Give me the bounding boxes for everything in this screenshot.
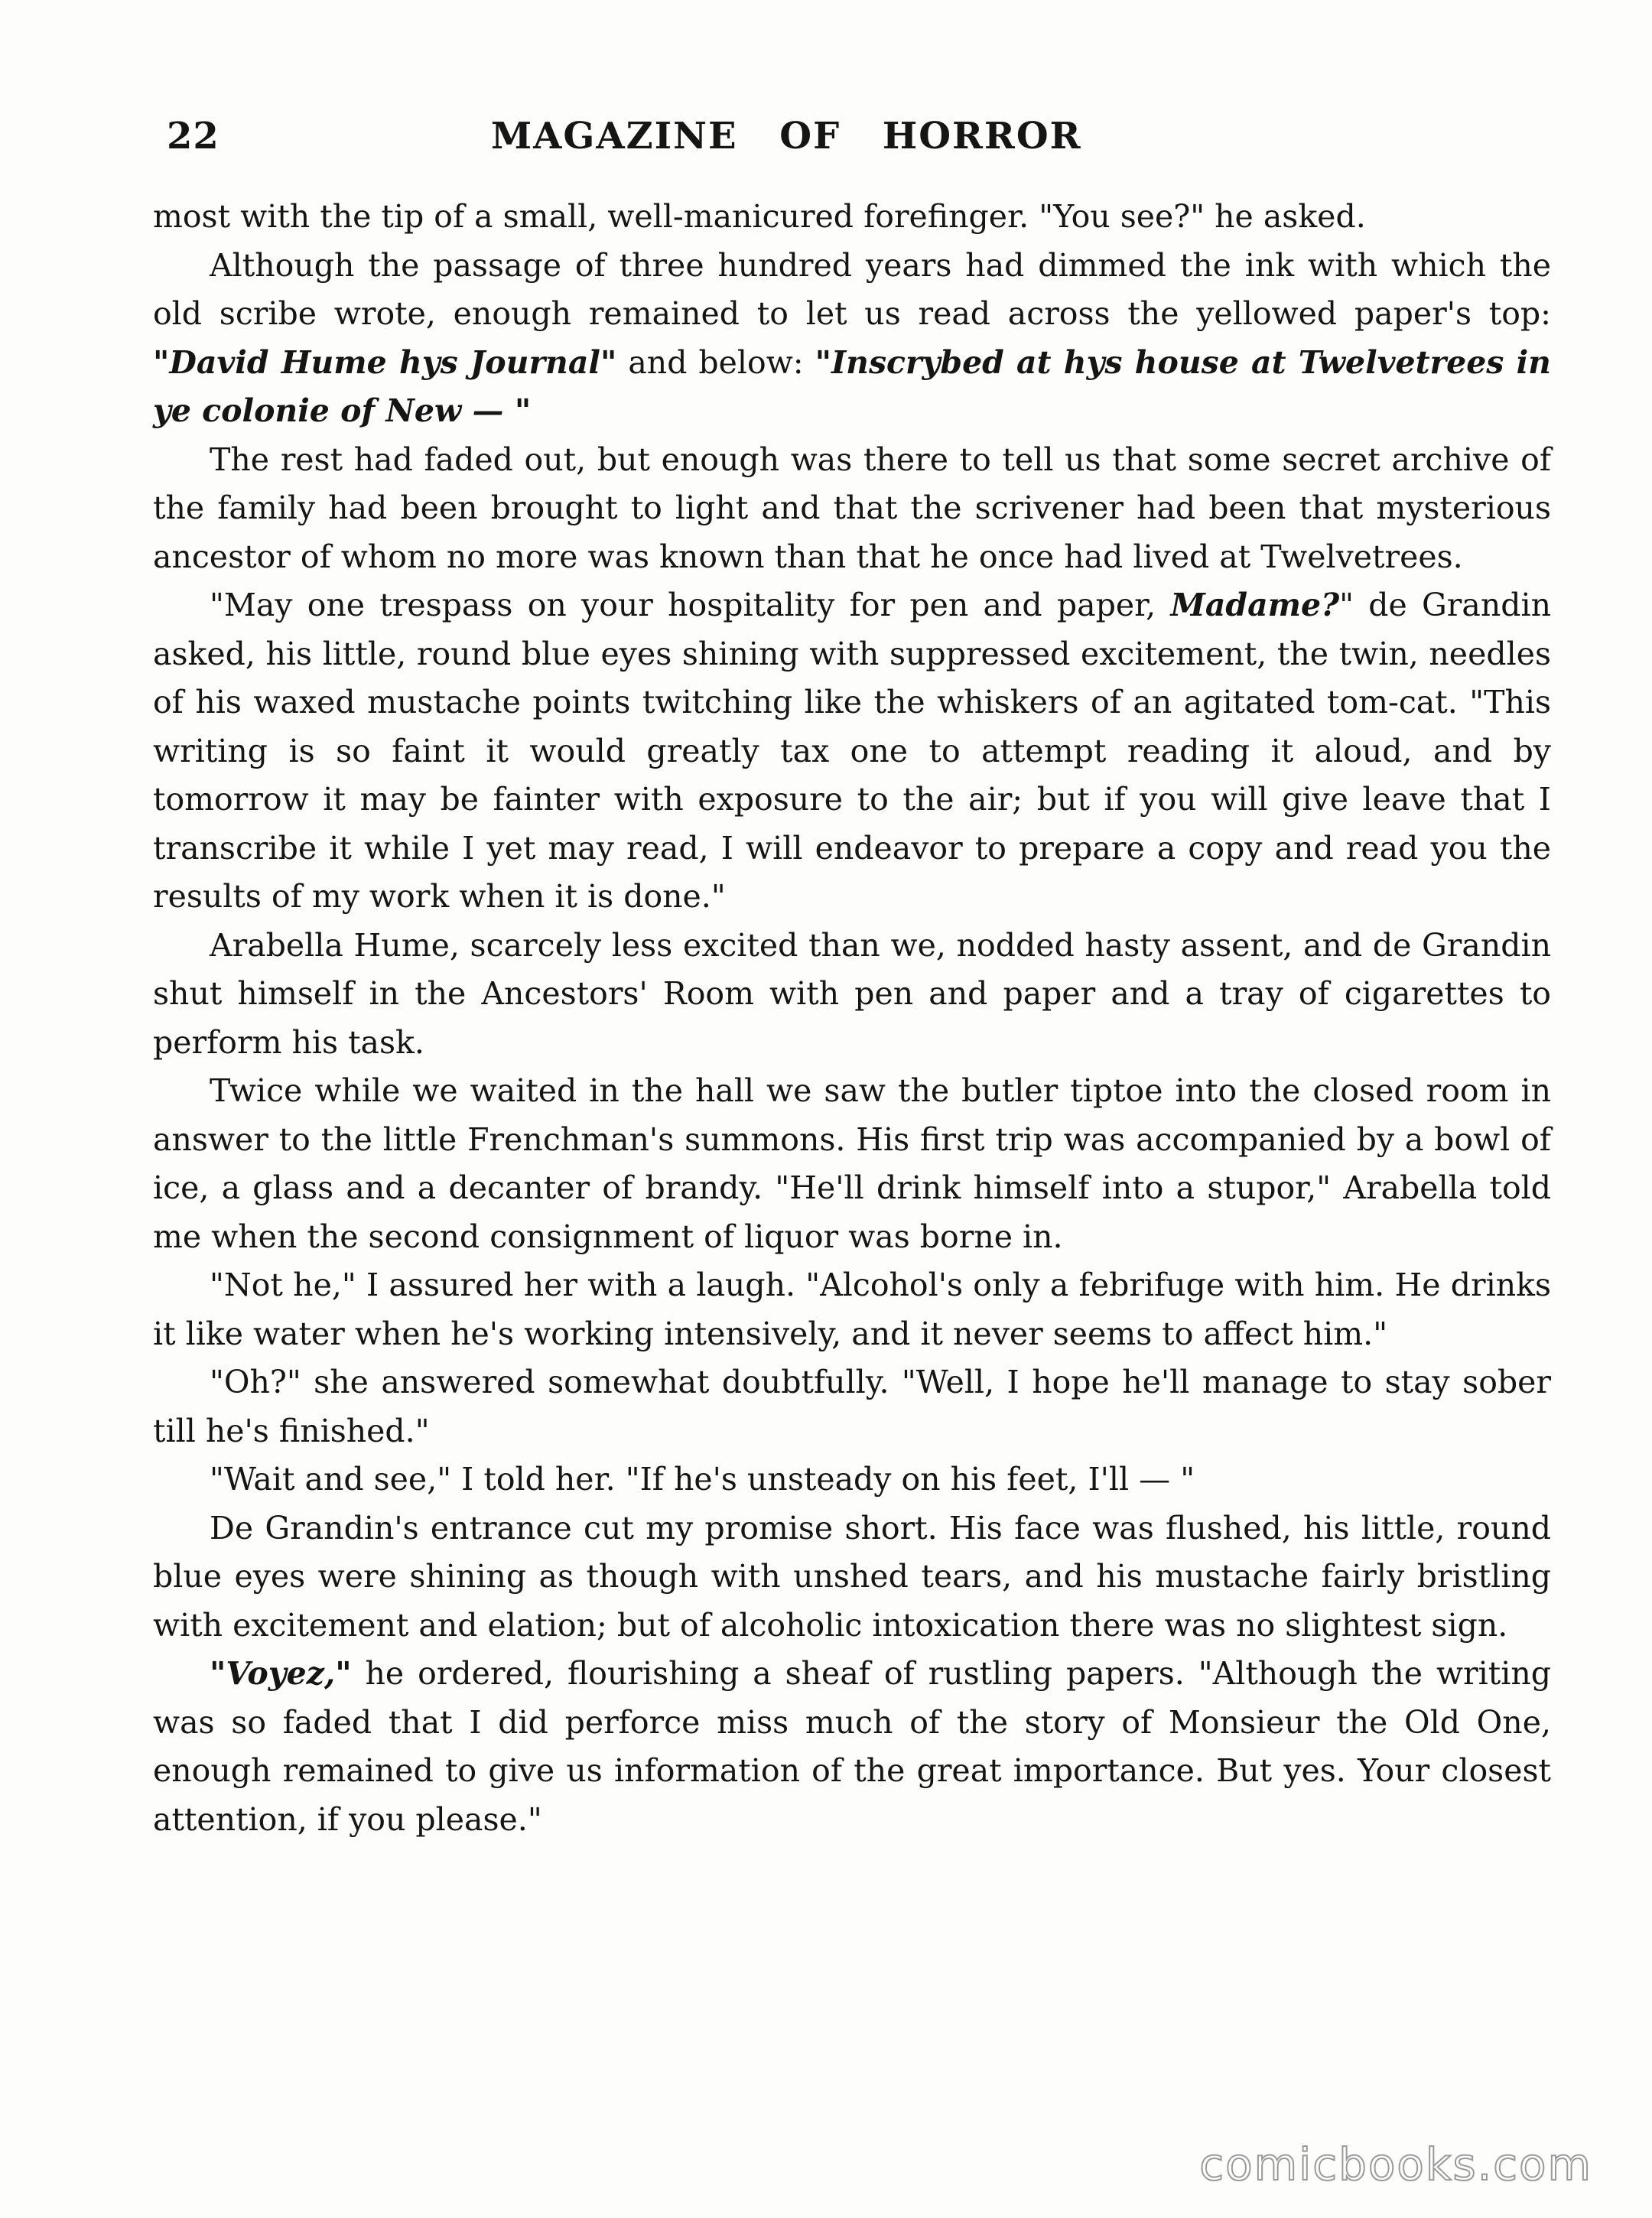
paragraph-text: most with the tip of a small, well-manicured forefinger. "You see?" he asked. bbox=[153, 198, 1366, 235]
paragraph bbox=[153, 242, 1551, 436]
story-text bbox=[153, 193, 1551, 1844]
journal-title: "David Hume hys Journal" bbox=[153, 343, 617, 381]
paragraph-text: Twice while we waited in the hall we saw the butler tiptoe into the closed room in answer to the little Frenchman's summons. His first trip was accompanied by a bowl of ice, a glass and a decanter of brandy. "He'll drink himself into a stupor," Arabella told me when the second consignment of liquor was borne in. bbox=[153, 1072, 1551, 1255]
paragraph-text: and below: bbox=[616, 343, 815, 381]
paragraph bbox=[153, 1650, 1551, 1844]
paragraph-text: The rest had faded out, but enough was there to tell us that some secret archive of the family had been brought to light and that the scrivener had been that mysterious ancestor of whom no more was known than that he once had lived at Twelvetrees. bbox=[153, 441, 1551, 575]
paragraph-text: he ordered, flourishing a sheaf of rustling papers. "Although the writing was so faded that I did perforce miss much of the story of Monsieur the Old One, enough remained to give us information of the great importance. But yes. Your closest attention, if you please." bbox=[153, 1655, 1551, 1838]
paragraph bbox=[153, 1067, 1551, 1261]
page-header bbox=[167, 115, 1543, 184]
paragraph bbox=[153, 1504, 1551, 1650]
paragraph bbox=[153, 581, 1551, 922]
italic-word: Madame? bbox=[1170, 587, 1340, 623]
running-head: MAGAZINE OF HORROR bbox=[491, 115, 1082, 158]
paragraph-text: "Not he," I assured her with a laugh. "Alcohol's only a febrifuge with him. He drinks it like water when he's working intensively, and it never seems to affect him." bbox=[153, 1267, 1551, 1352]
paragraph bbox=[153, 436, 1551, 582]
paragraph bbox=[153, 1261, 1551, 1358]
paragraph bbox=[153, 193, 1551, 242]
paragraph bbox=[153, 922, 1551, 1068]
journal-inscription: "Inscrybed at hys house at Twelvetrees in ye colonie of New — " bbox=[153, 343, 1551, 429]
paragraph-text: "Wait and see," I told her. "If he's unsteady on his feet, I'll — " bbox=[210, 1461, 1195, 1498]
paragraph-text: "Oh?" she answered somewhat doubtfully. "Well, I hope he'll manage to stay sober till he's finished." bbox=[153, 1364, 1551, 1449]
watermark-logo: comicbooks.com bbox=[1199, 2138, 1592, 2190]
paragraph-text: Although the passage of three hundred years had dimmed the ink with which the old scribe wrote, enough remained to let us read across the yellowed paper's top: bbox=[153, 246, 1551, 332]
page-number: 22 bbox=[167, 115, 220, 158]
paragraph-text: Arabella Hume, scarcely less excited than we, nodded hasty assent, and de Grandin shut himself in the Ancestors' Room with pen and paper and a tray of cigarettes to perform his task. bbox=[153, 926, 1551, 1061]
paragraph bbox=[153, 1455, 1551, 1504]
paragraph-text: "May one trespass on your hospitality for pen and paper, bbox=[210, 587, 1171, 623]
paragraph bbox=[153, 1358, 1551, 1455]
paragraph-text: De Grandin's entrance cut my promise short. His face was flushed, his little, round blue eyes were shining as though with unshed tears, and his mustache fairly bristling with excitement and elation; but of alcoholic intoxication there was no slightest sign. bbox=[153, 1509, 1551, 1644]
paragraph-text: " de Grandin asked, his little, round blue eyes shining with suppressed excitement, the twin, needles of his waxed mustache points twitching like the whiskers of an agitated tom-cat. "This writing is so faint it would greatly tax one to attempt reading it aloud, and by tomorrow it may be fainter with exposure to the air; but if you will give leave that I transcribe it while I yet may read, I will endeavor to prepare a copy and read you the results of my work when it is done." bbox=[153, 587, 1551, 915]
italic-word: "Voyez," bbox=[210, 1655, 352, 1692]
